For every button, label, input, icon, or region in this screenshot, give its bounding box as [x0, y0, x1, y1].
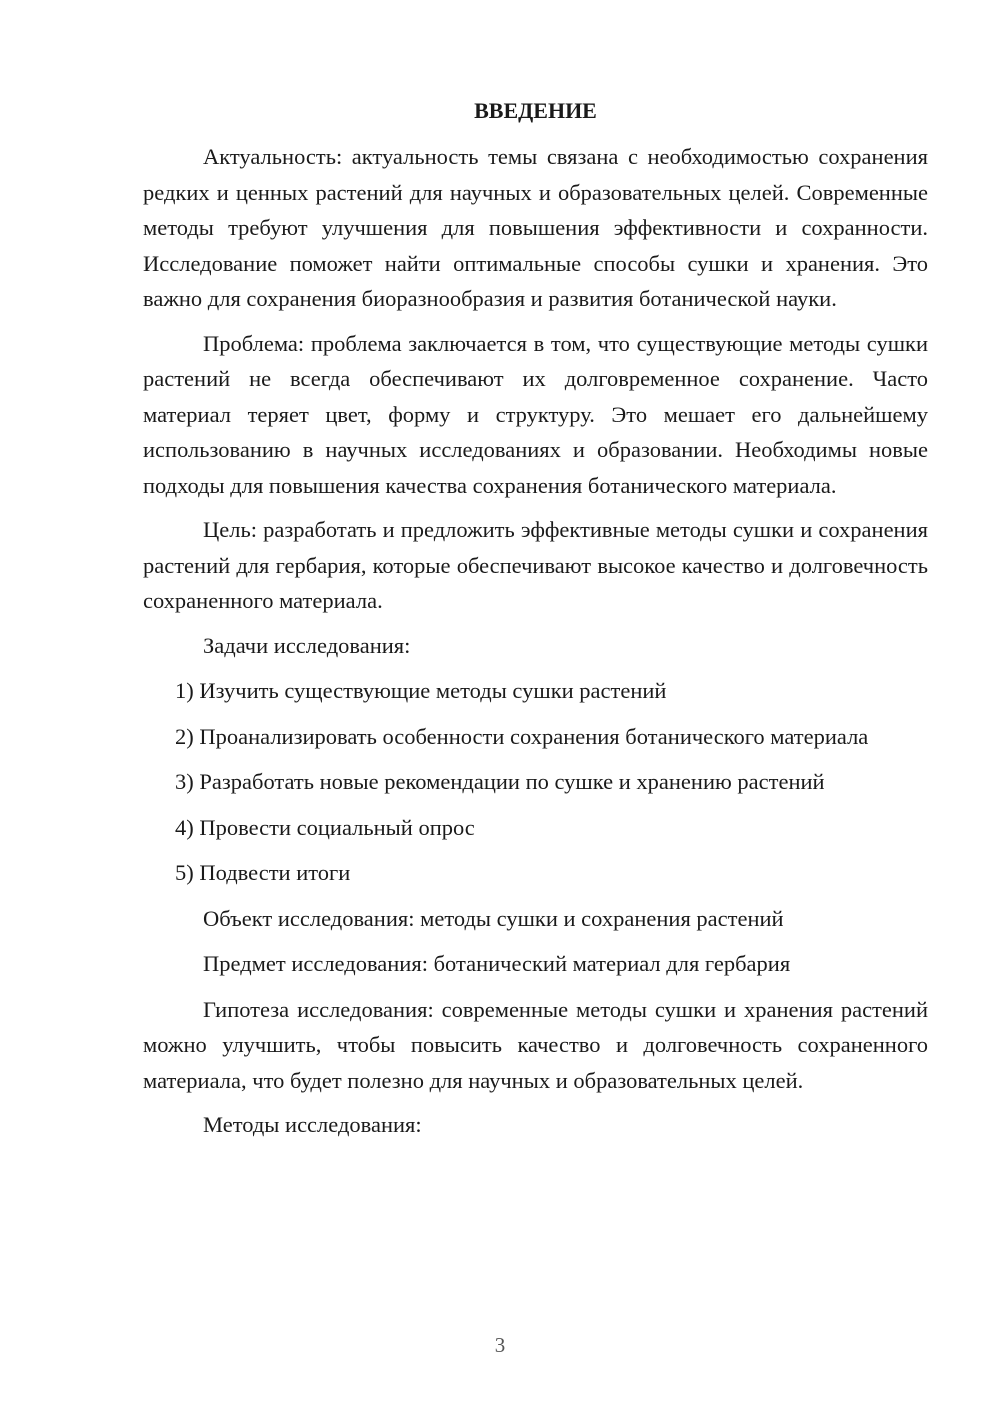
page-number: 3	[494, 1333, 506, 1357]
goal-paragraph: Цель: разработать и предложить эффективные методы сушки и сохранения растений для гербария, которые обеспечивают высокое качество и долговечность сохраненного материала.	[143, 517, 928, 613]
subject-paragraph: Предмет исследования: ботанический материал для гербария	[203, 951, 791, 976]
problem-paragraph: Проблема: проблема заключается в том, что существующие методы сушки растений не всегда обеспечивают их долговременное сохранение. Часто материал теряет цвет, форму и структуру. Это мешает его дальнейшему использованию в научных исследованиях и образовании. Необходимы новые подходы для повышения качества сохранения ботанического материала.	[143, 330, 928, 498]
task-item-5: 5) Подвести итоги	[175, 860, 351, 885]
task-item-3: 3) Разработать новые рекомендации по сушке и хранению растений	[175, 769, 825, 794]
section-title: ВВЕДЕНИЕ	[474, 98, 597, 123]
document-page	[143, 95, 928, 1143]
methods-heading: Методы исследования:	[203, 1112, 422, 1137]
tasks-heading: Задачи исследования:	[203, 632, 411, 658]
relevance-paragraph: Актуальность: актуальность темы связана с необходимостью сохранения редких и ценных растений для научных и образовательных целей. Современные методы требуют улучшения для повышения эффективности и сохранности. Исследование поможет найти оптимальные способы сушки и хранения. Это важно для сохранения биоразнообразия и развития ботанической науки.	[143, 144, 928, 311]
task-item-4: 4) Провести социальный опрос	[175, 814, 475, 840]
object-paragraph: Объект исследования: методы сушки и сохранения растений	[203, 905, 784, 931]
hypothesis-paragraph: Гипотеза исследования: современные методы сушки и хранения растений можно улучшить, чтобы повысить качество и долговечность сохраненного материала, что будет полезно для научных и образовательных целей.	[143, 996, 928, 1093]
task-item-1: 1) Изучить существующие методы сушки растений	[175, 678, 667, 703]
task-item-2: 2) Проанализировать особенности сохранения ботанического материала	[175, 723, 869, 749]
